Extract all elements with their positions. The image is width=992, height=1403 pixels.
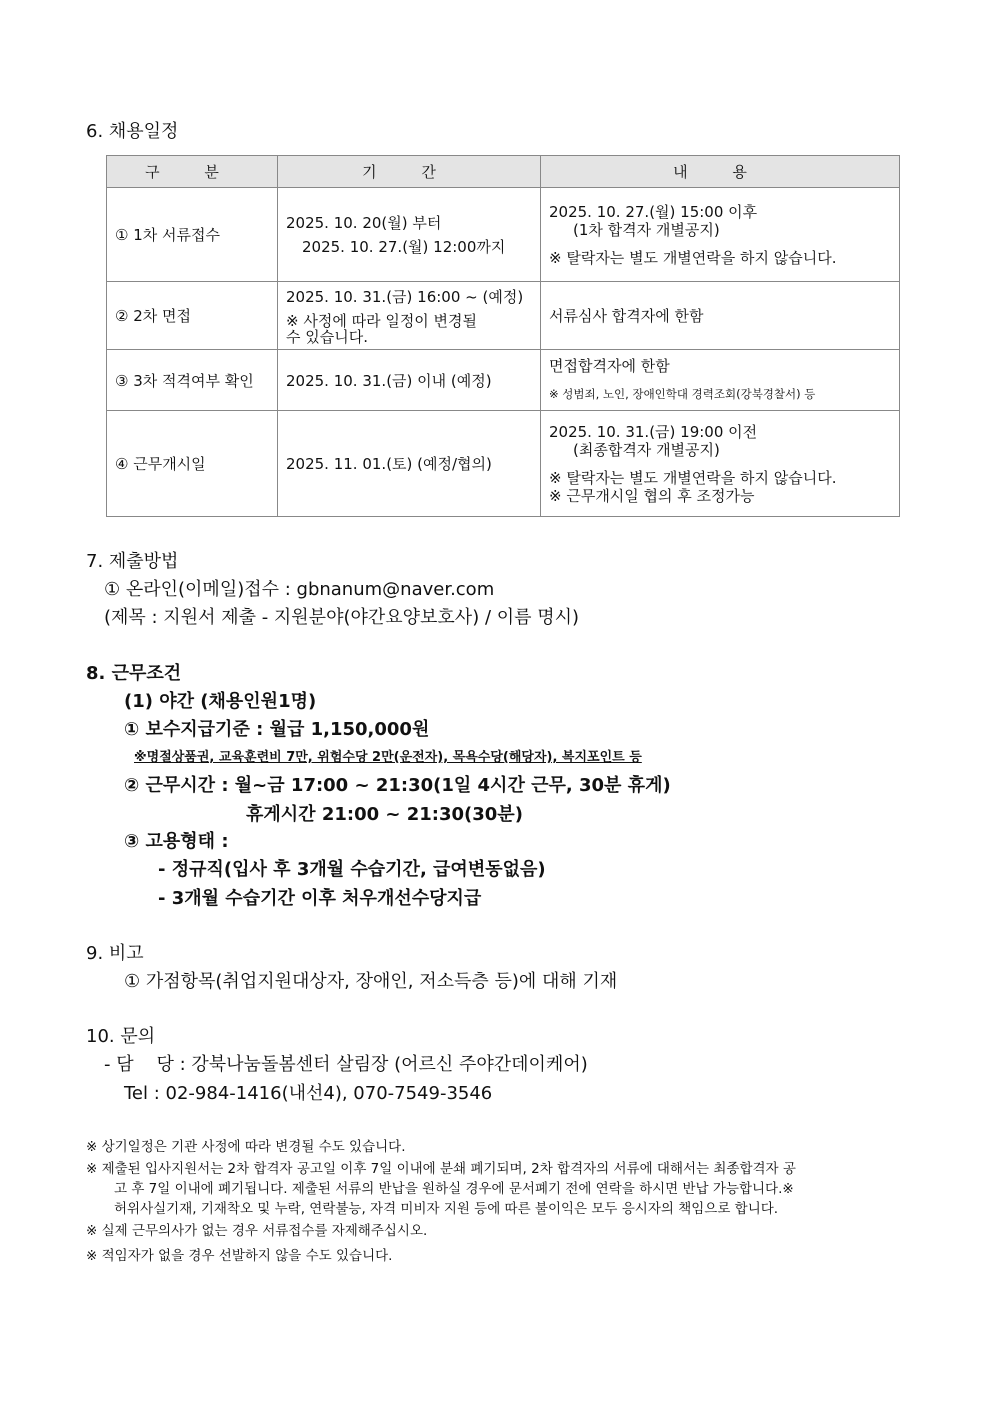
header-content: 내 용 (541, 156, 900, 188)
content-line: ※ 탈락자는 별도 개별연락을 하지 않습니다. (549, 468, 837, 487)
row-period: 2025. 10. 31.(금) 이내 (예정) (278, 350, 541, 411)
employment-type: ③ 고용형태 : (124, 831, 229, 852)
content-line: ※ 탈락자는 별도 개별연락을 하지 않습니다. (549, 248, 837, 267)
content-line: ※ 성범죄, 노인, 장애인학대 경력조회(강북경찰서) 등 (549, 387, 816, 401)
row-label: ② 2차 면접 (107, 282, 278, 350)
schedule-table (106, 155, 900, 517)
content-line: (1차 합격자 개별공지) (573, 220, 720, 239)
row-content (541, 411, 900, 517)
table-row (107, 350, 900, 411)
contact-person: - 담 당 : 강북나눔돌봄센터 살림장 (어르신 주야간데이케어) (104, 1054, 588, 1075)
pay-basis: ① 보수지급기준 : 월급 1,150,000원 (124, 719, 430, 740)
remarks-line: ① 가점항목(취업지원대상자, 장애인, 저소득층 등)에 대해 기재 (124, 971, 618, 992)
employment-type-item: - 3개월 수습기간 이후 처우개선수당지급 (158, 888, 482, 909)
row-period (278, 188, 541, 282)
note-item: ※ 제출된 입사지원서는 2차 합격자 공고일 이후 7일 이내에 분쇄 폐기되며, 2차 합격자의 서류에 대해서는 최종합격자 공 (86, 1161, 796, 1177)
period-line: 2025. 10. 27.(월) 12:00까지 (302, 237, 506, 256)
work-hours: ② 근무시간 : 월~금 17:00 ~ 21:30(1일 4시간 근무, 30분 휴게) (124, 775, 671, 796)
note-item: ※ 상기일정은 기관 사정에 따라 변경될 수도 있습니다. (86, 1139, 406, 1155)
section-10-heading: 10. 문의 (86, 1026, 156, 1047)
row-label: ① 1차 서류접수 (107, 188, 278, 282)
note-item: ※ 실제 근무의사가 없는 경우 서류접수를 자제해주십시오. (86, 1223, 428, 1239)
period-line: 2025. 10. 20(월) 부터 (286, 213, 442, 232)
employment-type-item: - 정규직(입사 후 3개월 수습기간, 급여변동없음) (158, 859, 546, 880)
content-line: 서류심사 합격자에 한함 (549, 306, 704, 325)
row-label: ④ 근무개시일 (107, 411, 278, 517)
row-period (278, 282, 541, 350)
section-9-heading: 9. 비고 (86, 943, 144, 964)
submission-subject: (제목 : 지원서 제출 - 지원분야(야간요양보호사) / 이름 명시) (104, 607, 580, 628)
note-item: 고 후 7일 이내에 폐기됩니다. 제출된 서류의 반납을 원하실 경우에 문서폐기 전에 연락을 하시면 반납 가능합니다.※ (114, 1181, 794, 1197)
note-item: 허위사실기재, 기재착오 및 누락, 연락불능, 자격 미비자 지원 등에 따른 불이익은 모두 응시자의 책임으로 합니다. (114, 1201, 779, 1217)
period-line: 수 있습니다. (286, 327, 368, 346)
content-line: ※ 근무개시일 협의 후 조정가능 (549, 486, 755, 505)
work-night-title: (1) 야간 (채용인원1명) (124, 691, 317, 712)
content-line: 2025. 10. 27.(월) 15:00 이후 (549, 202, 758, 221)
row-period: 2025. 11. 01.(토) (예정/협의) (278, 411, 541, 517)
row-label: ③ 3차 적격여부 확인 (107, 350, 278, 411)
section-8-heading: 8. 근무조건 (86, 663, 182, 684)
table-row (107, 411, 900, 517)
content-line: (최종합격자 개별공지) (573, 440, 720, 459)
table-row (107, 282, 900, 350)
row-content (541, 188, 900, 282)
header-period: 기 간 (278, 156, 541, 188)
row-content (541, 350, 900, 411)
pay-note: ※명절상품권, 교육훈련비 7만, 위험수당 2만(운전자), 목욕수당(해당자), 복지포인트 등 (134, 750, 642, 765)
note-item: ※ 적임자가 없을 경우 선발하지 않을 수도 있습니다. (86, 1248, 393, 1264)
break-time: 휴게시간 21:00 ~ 21:30(30분) (246, 804, 523, 825)
section-7-heading: 7. 제출방법 (86, 551, 179, 572)
row-content (541, 282, 900, 350)
period-line: 2025. 10. 31.(금) 16:00 ~ (예정) (286, 287, 524, 306)
table-row (107, 188, 900, 282)
section-6-heading: 6. 채용일정 (86, 121, 179, 142)
table-header-row (107, 156, 900, 188)
header-category: 구 분 (107, 156, 278, 188)
content-line: 면접합격자에 한함 (549, 357, 670, 375)
submission-line: ① 온라인(이메일)접수 : gbnanum@naver.com (104, 579, 495, 600)
content-line: 2025. 10. 31.(금) 19:00 이전 (549, 422, 758, 441)
period-line: ※ 사정에 따라 일정이 변경될 (286, 311, 478, 330)
contact-phone: Tel : 02-984-1416(내선4), 070-7549-3546 (124, 1083, 493, 1104)
